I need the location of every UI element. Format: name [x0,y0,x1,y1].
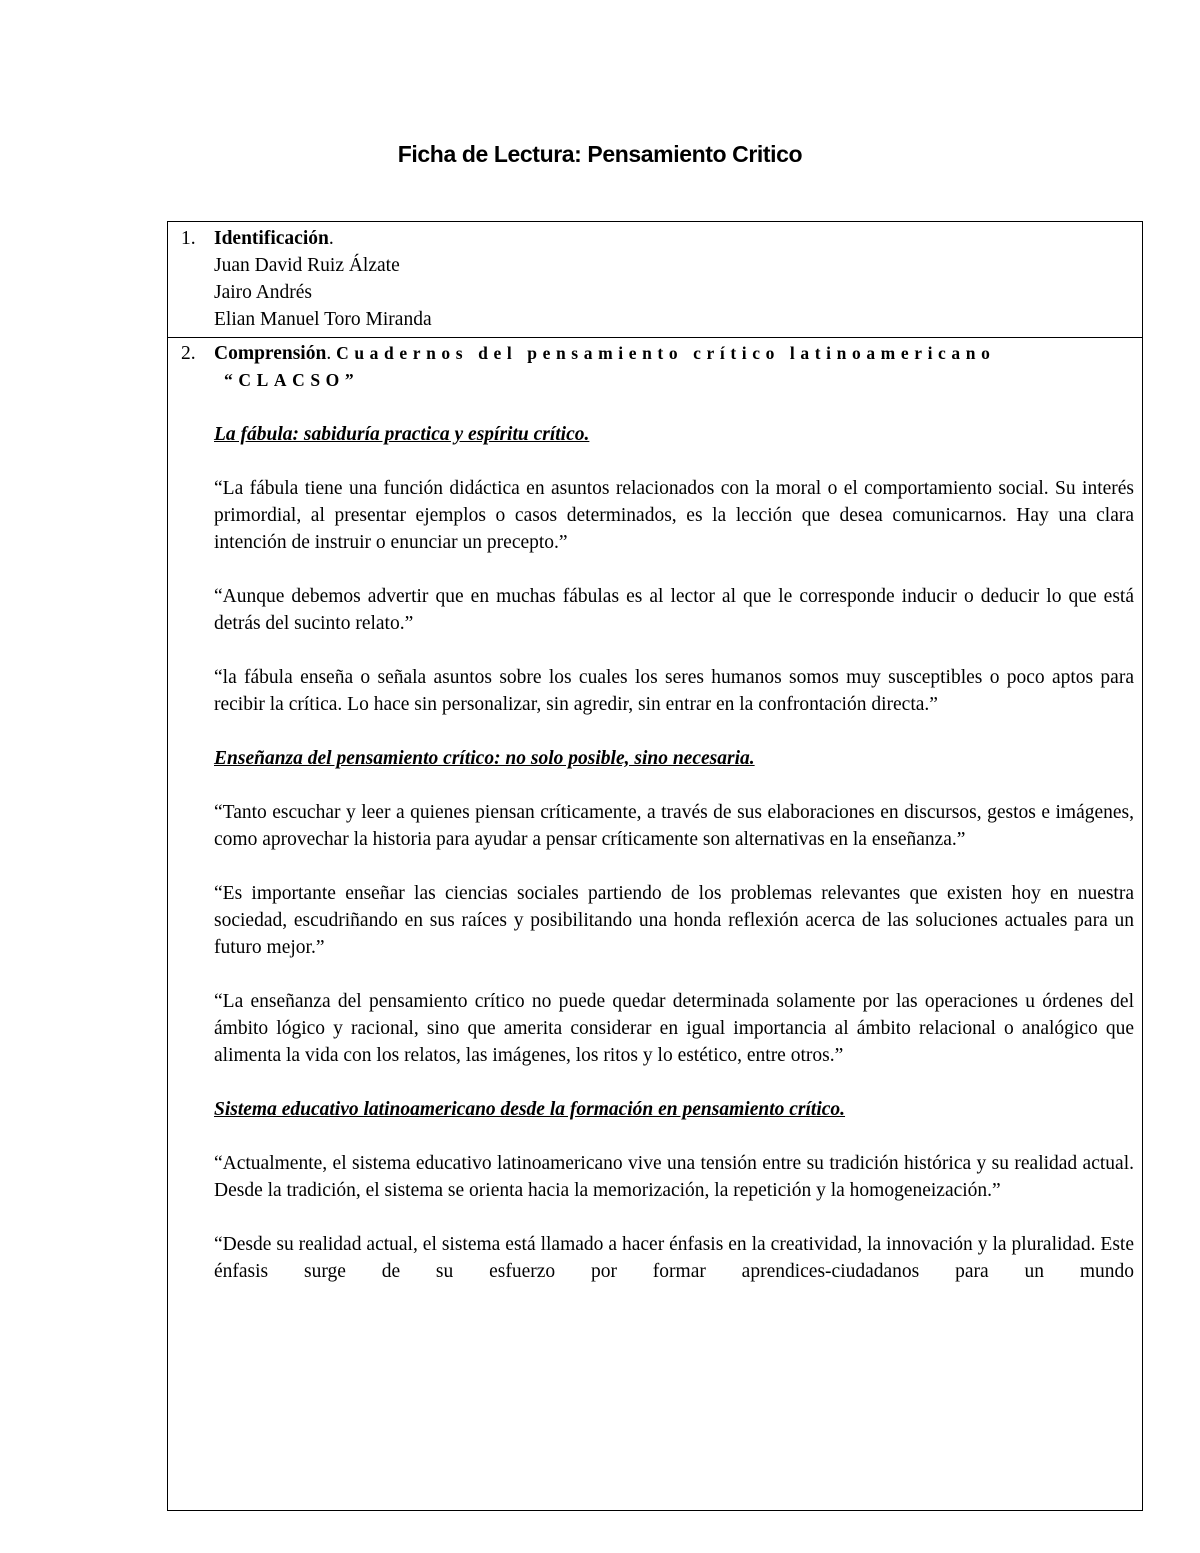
quote-paragraph: “Es importante enseñar las ciencias sociales partiendo de los problemas relevantes que existen hoy en nuestra sociedad, escudriñando en sus raíces y posibilitando una honda reflexión acerca de las soluciones actuales para un futuro mejor.” [214,883,1134,958]
identification-content [214,225,1134,333]
author-name: Elian Manuel Toro Miranda [214,309,432,330]
identification-heading: Identificación [214,228,329,249]
reading-sheet-table [167,221,1143,1511]
quote-paragraph: “Aunque debemos advertir que en muchas fábulas es al lector al que le corresponde inducir o deducir lo que está detrás del sucinto relato.” [214,586,1134,634]
page-title: Ficha de Lectura: Pensamiento Critico [397,141,803,167]
author-name: Juan David Ruiz Álzate [214,255,400,276]
quote-paragraph: “la fábula enseña o señala asuntos sobre los cuales los seres humanos somos muy susceptibles o poco aptos para recibir la crítica. Lo hace sin personalizar, sin agredir, sin entrar en la confrontación directa.” [214,667,1134,715]
source-title: Cuadernos del pensamiento crítico latinoamericano [336,343,996,363]
comprehension-heading-line [214,340,1134,367]
subsection-heading-fabula: La fábula: sabiduría practica y espíritu crítico. [214,424,590,445]
identification-row [168,222,1142,338]
heading-period: . [328,228,334,249]
quote-paragraph: “La fábula tiene una función didáctica en asuntos relacionados con la moral o el comportamiento social. Su interés primordial, al presentar ejemplos o casos determinados, es la lección que desea comunicarnos. Hay una clara intención de instruir o enunciar un precepto.” [214,478,1134,553]
comprehension-content [214,340,1134,1285]
author-name: Jairo Andrés [214,282,313,303]
quote-paragraph: “La enseñanza del pensamiento crítico no puede quedar determinada solamente por las operaciones u órdenes del ámbito lógico y racional, sino que amerita considerar en igual importancia al ámbito relacional o analógico que alimenta la vida con los relatos, las imágenes, los ritos y lo estético, entre otros.” [214,991,1134,1066]
source-acronym-line [214,367,1134,394]
subsection-heading-ensenanza: Enseñanza del pensamiento crítico: no solo posible, sino necesaria. [214,748,755,769]
section-number: 1. [181,228,196,249]
identification-heading-line [214,225,1134,252]
comprehension-heading: Comprensión [214,343,327,364]
source-acronym: “CLACSO” [224,370,360,390]
quote-paragraph: “Actualmente, el sistema educativo latinoamericano vive una tensión entre su tradición histórica y su realidad actual. Desde la tradición, el sistema se orienta hacia la memorización, la repetición y la homogeneización.” [214,1153,1134,1201]
section-number: 2. [181,343,196,364]
subsection-heading-sistema: Sistema educativo latinoamericano desde la formación en pensamiento crítico. [214,1099,846,1120]
quote-paragraph: “Desde su realidad actual, el sistema está llamado a hacer énfasis en la creatividad, la innovación y la pluralidad. Este énfasis surge de su esfuerzo por formar aprendices-ciudadanos para un mundo [214,1234,1134,1282]
heading-period: . [326,343,332,364]
quote-paragraph: “Tanto escuchar y leer a quienes piensan críticamente, a través de sus elaboraciones en discursos, gestos e imágenes, como aprovechar la historia para ayudar a pensar críticamente son alternativas en la enseñanza.” [214,802,1134,850]
comprehension-row [168,338,1142,1510]
